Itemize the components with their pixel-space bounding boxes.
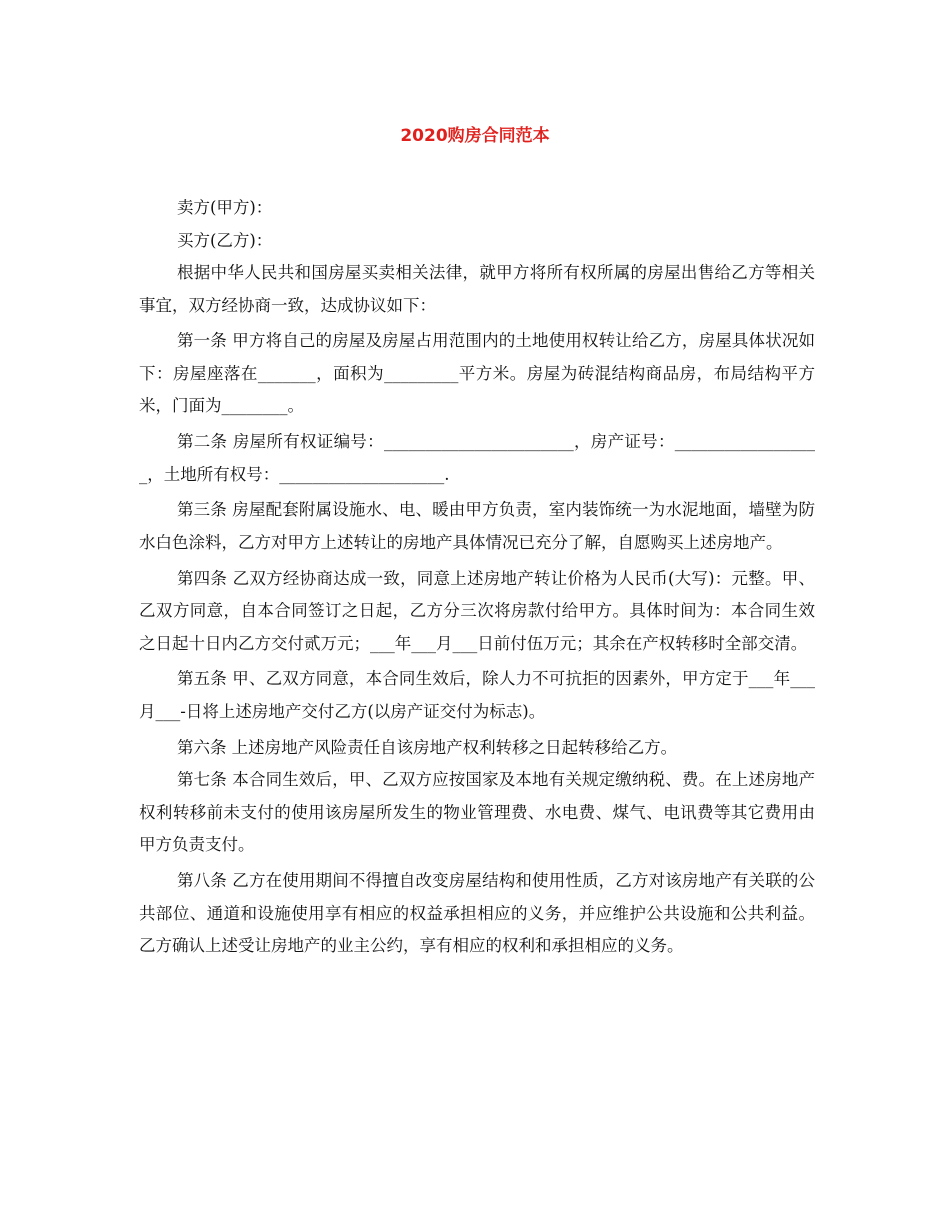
seller-line: 卖方(甲方)： <box>176 198 273 217</box>
article-5: 第五条 甲、乙双方同意，本合同生效后，除人力不可抗拒的因素外，甲方定于___年___月___-日将上述房地产交付乙方(以房产证交付为标志)。 <box>139 669 815 721</box>
buyer-line: 买方(乙方)： <box>176 230 273 250</box>
article-3: 第三条 房屋配套附属设施水、电、暖由甲方负责，室内装饰统一为水泥地面，墙壁为防水白色涂料，乙方对甲方上述转让的房地产具体情况已充分了解，自愿购买上述房地产。 <box>139 500 815 552</box>
document-title: 2020购房合同范本 <box>400 126 550 146</box>
article-2: 第二条 房屋所有权证编号：_______________________，房产证号：__________________，土地所有权号：____________________. <box>139 432 815 484</box>
article-4: 第四条 乙双方经协商达成一致，同意上述房地产转让价格为人民币(大写)：元整。甲、乙双方同意，自本合同签订之日起，乙方分三次将房款付给甲方。具体时间为：本合同生效之日起十日内乙方交付贰万元；___年___月___日前付伍万元；其余在产权转移时全部交清。 <box>139 568 815 653</box>
article-6: 第六条 上述房地产风险责任自该房地产权利转移之日起转移给乙方。 <box>176 737 678 757</box>
article-7: 第七条 本合同生效后，甲、乙双方应按国家及本地有关规定缴纳税、费。在上述房地产权利转移前未支付的使用该房屋所发生的物业管理费、水电费、煤气、电讯费等其它费用由甲方负责支付。 <box>139 770 815 855</box>
document-body <box>139 192 815 966</box>
article-8: 第八条 乙方在使用期间不得擅自改变房屋结构和使用性质，乙方对该房地产有关联的公共部位、通道和设施使用享有相应的权益承担相应的义务，并应维护公共设施和公共利益。乙方确认上述受让房地产的业主公约，享有相应的权利和承担相应的义务。 <box>139 871 815 956</box>
preamble-paragraph: 根据中华人民共和国房屋买卖相关法律，就甲方将所有权所属的房屋出售给乙方等相关事宜，双方经协商一致，达成协议如下： <box>139 263 815 315</box>
article-1: 第一条 甲方将自己的房屋及房屋占用范围内的土地使用权转让给乙方，房屋具体状况如下：房屋座落在_______，面积为_________平方米。房屋为砖混结构商品房，布局结构平方米，门面为________。 <box>139 331 815 416</box>
